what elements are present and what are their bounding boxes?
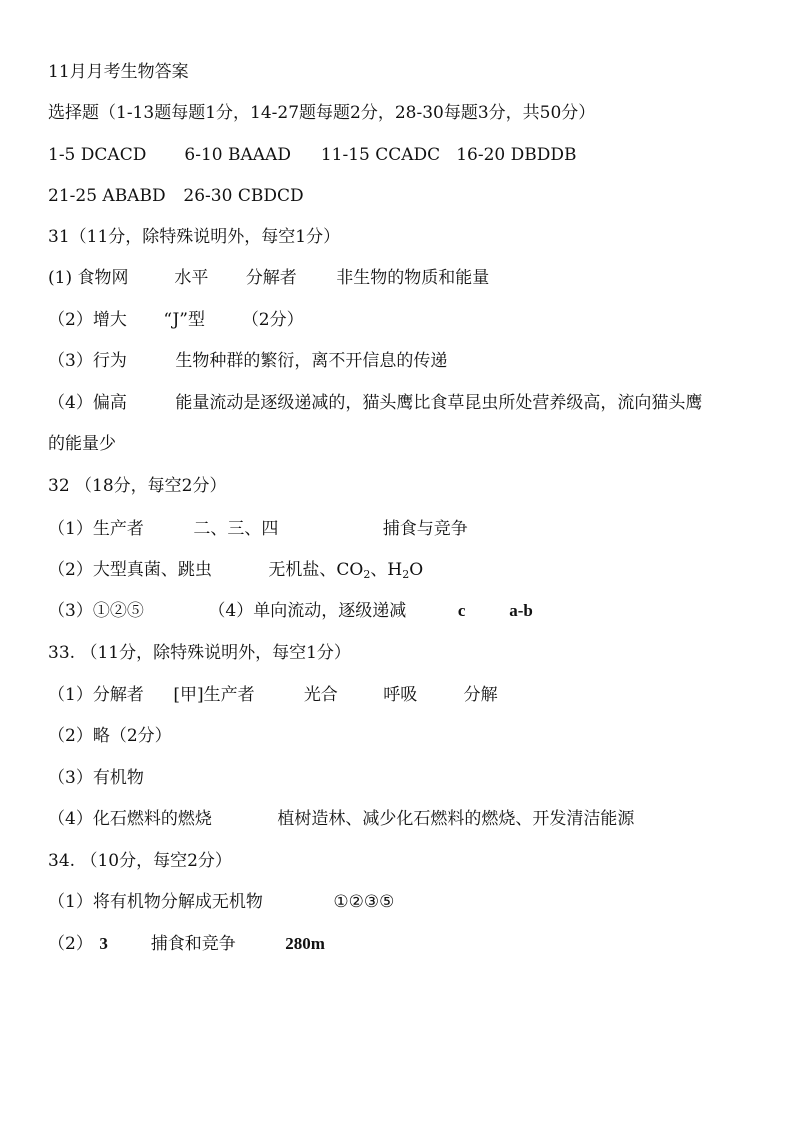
q33-answer-2 — [48, 724, 172, 748]
q31-a3-label: （3）行为 — [48, 351, 127, 371]
q32-a2-label: （2）大型真菌、跳虫 — [48, 560, 212, 580]
q31-answer-4-continued — [48, 432, 116, 456]
q34-answer-2 — [48, 932, 325, 956]
q31-a1-label: (1) 食物网 — [48, 268, 129, 288]
q31-a4-v1: 能量流动是逐级递减的，猫头鹰比食草昆虫所处营养级高，流向猫头鹰 — [175, 393, 703, 413]
q34-a1-v1: ①②③⑤ — [333, 892, 395, 912]
q33-a1-v4: 分解 — [463, 685, 498, 705]
q31-a1-v3: 非生物的物质和能量 — [336, 268, 490, 288]
mc-header-text: 选择题（1-13题每题1分，14-27题每题2分，28-30每题3分，共50分） — [48, 103, 596, 123]
mc-answer-21-25: 21-25 ABABD — [48, 186, 166, 206]
mc-answers-row-2 — [48, 184, 304, 208]
q33-answer-3 — [48, 766, 144, 790]
q33-a1-v1: [甲]生产者 — [173, 685, 255, 705]
q31-a2-v1: “J”型 — [163, 310, 205, 330]
q33-a1-v3: 呼吸 — [383, 685, 418, 705]
q34-header — [48, 849, 232, 873]
q31-answer-3 — [48, 349, 447, 373]
mc-answer-6-10: 6-10 BAAAD — [184, 145, 291, 165]
q33-a1-v2: 光合 — [303, 685, 338, 705]
q31-a4-label: （4）偏高 — [48, 393, 127, 413]
q31-a4-cont: 的能量少 — [48, 434, 116, 454]
q32-a2-v1-sub2: 2 — [402, 568, 410, 581]
q33-header — [48, 641, 351, 665]
q32-a1-v2: 捕食与竞争 — [382, 519, 468, 539]
q31-a1-v2: 分解者 — [245, 268, 297, 288]
q34-a2-label: （2） — [48, 934, 93, 954]
q34-a2-v2: 280m — [285, 934, 325, 953]
doc-title-text: 11月月考生物答案 — [48, 62, 189, 82]
q33-a3-label: （3）有机物 — [48, 768, 144, 788]
q33-a4-label: （4）化石燃料的燃烧 — [48, 809, 212, 829]
q34-answer-1 — [48, 890, 394, 914]
q34-a2-v1: 捕食和竞争 — [150, 934, 236, 954]
q33-a1-label: （1）分解者 — [48, 685, 144, 705]
q32-a2-v1-pre: 无机盐、CO — [268, 560, 364, 580]
q32-answer-1 — [48, 517, 468, 541]
q32-answer-3 — [48, 599, 533, 623]
q32-a2-v1-sub: 2 — [363, 568, 371, 581]
mc-answer-16-20: 16-20 DBDDB — [456, 145, 577, 165]
q32-a3-v3: a-b — [509, 601, 533, 620]
q34-a1-label: （1）将有机物分解成无机物 — [48, 892, 263, 912]
doc-title — [48, 60, 189, 84]
q32-a3-v1: （4）单向流动，逐级递减 — [208, 601, 407, 621]
q34-a2-v0: 3 — [99, 934, 108, 953]
q32-a1-v1: 二、三、四 — [193, 519, 279, 539]
q32-header-text: 32 （18分，每空2分） — [48, 476, 227, 496]
q31-a3-v1: 生物种群的繁衍，离不开信息的传递 — [175, 351, 448, 371]
q33-answer-1 — [48, 683, 498, 707]
q31-a2-v2: （2分） — [241, 310, 304, 330]
q31-answer-2 — [48, 308, 304, 332]
q31-answer-4 — [48, 391, 702, 415]
mc-answer-26-30: 26-30 CBDCD — [183, 186, 304, 206]
q32-a2-v1-post: O — [409, 560, 424, 580]
mc-answer-11-15: 11-15 CCADC — [320, 145, 441, 165]
q31-header-text: 31（11分，除特殊说明外，每空1分） — [48, 227, 341, 247]
mc-answers-row-1 — [48, 143, 577, 167]
q32-a3-label: （3）①②⑤ — [48, 601, 144, 621]
q32-a1-label: （1）生产者 — [48, 519, 144, 539]
mc-header — [48, 101, 595, 125]
q31-answer-1 — [48, 266, 489, 290]
q32-a3-v2: c — [457, 601, 466, 620]
q31-header — [48, 225, 340, 249]
q33-a4-v1: 植树造林、减少化石燃料的燃烧、开发清洁能源 — [277, 809, 635, 829]
q32-answer-2 — [48, 558, 423, 587]
q33-header-text: 33. （11分，除特殊说明外，每空1分） — [48, 643, 351, 663]
q32-a2-value — [268, 558, 423, 587]
q31-a2-label: （2）增大 — [48, 310, 127, 330]
q34-header-text: 34. （10分，每空2分） — [48, 851, 232, 871]
q32-a2-v1-mid: 、H — [370, 560, 403, 580]
q32-header — [48, 474, 226, 498]
q33-a2-label: （2）略（2分） — [48, 726, 172, 746]
mc-answer-1-5: 1-5 DCACD — [48, 145, 147, 165]
q31-a1-v1: 水平 — [174, 268, 209, 288]
q33-answer-4 — [48, 807, 634, 831]
